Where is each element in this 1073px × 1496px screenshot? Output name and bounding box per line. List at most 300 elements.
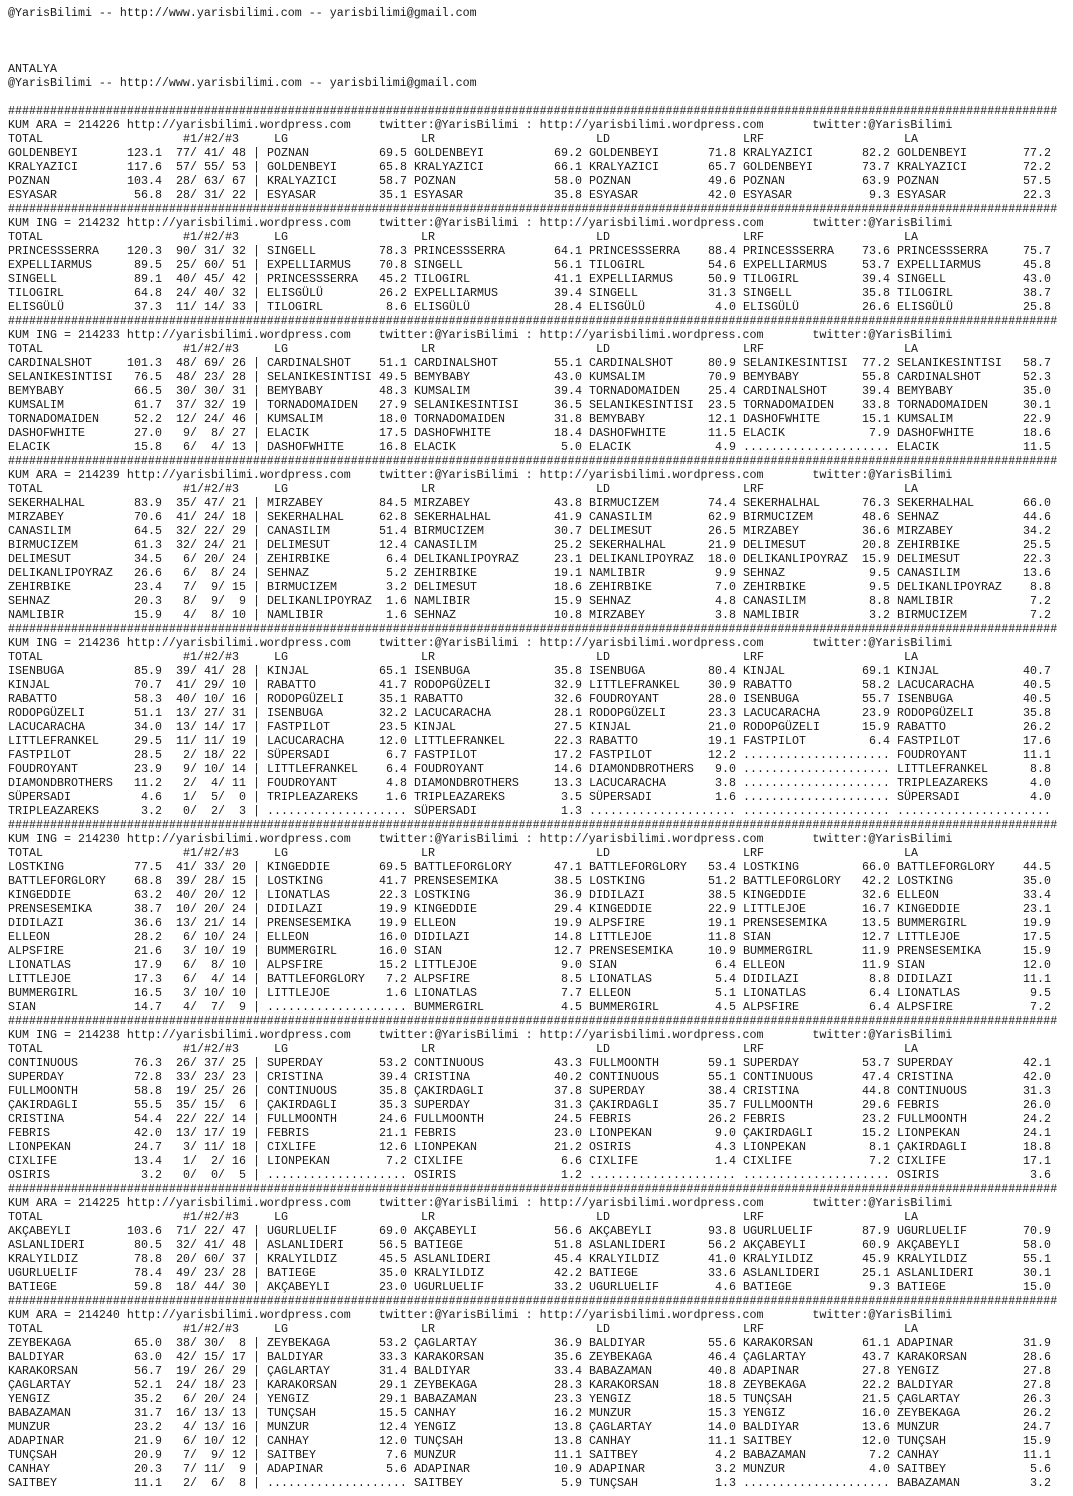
lrf-score: 11.9 [862, 958, 890, 972]
lg-horse-name: LIONPEKAN [267, 1154, 330, 1168]
la-score: 27.8 [1023, 1378, 1051, 1392]
pick-counts: 37/ 32/ 19 [176, 398, 246, 412]
lr-horse-name: AKÇABEYLI [414, 1224, 477, 1238]
table-row [8, 608, 1068, 622]
horse-name: KRALYAZICI [8, 160, 78, 174]
lg-horse-name: LITTLEJOE [267, 986, 330, 1000]
la-horse-name: AKÇABEYLI [897, 1238, 960, 1252]
la-horse-name: DASHOFWHITE [897, 426, 974, 440]
column-header-picks: #1/#2/#3 [183, 846, 239, 860]
column-divider: | [253, 1224, 260, 1238]
lg-horse-name: BIRMUCIZEM [267, 580, 337, 594]
lrf-score: 55.7 [862, 692, 890, 706]
table-row [8, 1224, 1068, 1238]
column-header-picks: #1/#2/#3 [183, 1322, 239, 1336]
column-divider: | [253, 874, 260, 888]
pick-counts: 41/ 33/ 20 [176, 860, 246, 874]
column-divider: | [253, 1266, 260, 1280]
lrf-horse-name: DIDILAZI [743, 972, 799, 986]
total-score: 51.1 [134, 706, 162, 720]
ld-horse-name: ISENBUGA [589, 664, 645, 678]
lg-score: 12.4 [379, 1420, 407, 1434]
pick-counts: 6/ 4/ 14 [176, 972, 246, 986]
lrf-horse-name: BATIEGE [743, 1280, 792, 1294]
site-header-text: @YarisBilimi -- http://www.yarisbilimi.com -- yarisbilimi@gmail.com [8, 76, 477, 90]
pick-counts: 39/ 41/ 28 [176, 664, 246, 678]
table-row [8, 1350, 1068, 1364]
lrf-horse-name: ZEYBEKAGA [743, 1378, 806, 1392]
lrf-score: 9.5 [869, 566, 890, 580]
la-horse-name: ADAPINAR [897, 1336, 953, 1350]
lr-horse-name: TILOGIRL [414, 272, 470, 286]
lr-horse-name: BATIEGE [414, 1238, 463, 1252]
ld-horse-name: DASHOFWHITE [589, 426, 666, 440]
horse-name: LACUCARACHA [8, 720, 85, 734]
total-score: 31.7 [134, 1406, 162, 1420]
la-score: 17.6 [1023, 734, 1051, 748]
lrf-score: 8.8 [869, 972, 890, 986]
pick-counts: 6/ 4/ 13 [176, 440, 246, 454]
lr-horse-name: MUNZUR [414, 1448, 456, 1462]
horse-name: GOLDENBEYI [8, 146, 78, 160]
total-score: 29.5 [134, 734, 162, 748]
column-divider: | [253, 356, 260, 370]
lr-score: 3.5 [561, 790, 582, 804]
column-divider: | [253, 538, 260, 552]
la-score: 22.3 [1023, 188, 1051, 202]
lr-horse-name: ZEYBEKAGA [414, 1378, 477, 1392]
la-horse-name: ELLEON [897, 888, 939, 902]
column-divider: | [253, 678, 260, 692]
la-score: 11.1 [1023, 748, 1051, 762]
total-score: 11.1 [134, 1476, 162, 1490]
horse-name: CANASILIM [8, 524, 71, 538]
column-divider: | [253, 440, 260, 454]
lg-score: 7.6 [386, 1448, 407, 1462]
la-score: 17.1 [1023, 1154, 1051, 1168]
lrf-score: 73.7 [862, 160, 890, 174]
race-block [8, 1294, 1068, 1490]
la-score: 43.0 [1023, 272, 1051, 286]
pick-counts: 90/ 31/ 32 [176, 244, 246, 258]
lr-score: 31.3 [554, 1098, 582, 1112]
race-title: KUM ING = 214232 http://yarisbilimi.wordpress.com twitter:@YarisBilimi : http://yarisbilimi.wordpress.com twitter:@YarisBilimi [8, 216, 953, 230]
lg-horse-name: SINGELL [267, 244, 316, 258]
lr-score: 64.1 [554, 244, 582, 258]
total-score: 20.3 [134, 1462, 162, 1476]
table-row [8, 748, 1068, 762]
lr-score: 19.9 [554, 916, 582, 930]
lr-score: 32.6 [554, 692, 582, 706]
lrf-empty-fill: ..................... [743, 776, 890, 790]
ld-score: 26.2 [708, 1112, 736, 1126]
total-score: 117.6 [127, 160, 162, 174]
ld-score: 1.6 [715, 790, 736, 804]
la-horse-name: SEHNAZ [897, 510, 939, 524]
column-divider: | [253, 1140, 260, 1154]
ld-score: 74.4 [708, 496, 736, 510]
horse-name: SEHNAZ [8, 594, 50, 608]
lr-horse-name: KINGEDDIE [414, 902, 477, 916]
lr-score: 9.0 [561, 958, 582, 972]
total-score: 54.4 [134, 1112, 162, 1126]
pick-counts: 18/ 44/ 30 [176, 1280, 246, 1294]
lg-horse-name: CRISTINA [267, 1070, 323, 1084]
ld-horse-name: TILOGIRL [589, 258, 645, 272]
lg-score: 32.2 [379, 706, 407, 720]
ld-score: 28.0 [708, 692, 736, 706]
column-divider: | [253, 1056, 260, 1070]
lr-score: 13.8 [554, 1420, 582, 1434]
column-divider: | [253, 1364, 260, 1378]
la-horse-name: ÇAKIRDAGLI [897, 1140, 967, 1154]
lr-horse-name: DASHOFWHITE [414, 426, 491, 440]
ld-horse-name: KRALYILDIZ [589, 1252, 659, 1266]
total-score: 80.5 [134, 1238, 162, 1252]
lrf-score: 33.8 [862, 398, 890, 412]
lg-horse-name: FEBRIS [267, 1126, 309, 1140]
la-horse-name: ISENBUGA [897, 692, 953, 706]
la-horse-name: SELANIKESINTISI [897, 356, 1002, 370]
lrf-horse-name: UGURLUELIF [743, 1224, 813, 1238]
total-score: 63.0 [134, 1350, 162, 1364]
la-horse-name: ÇAGLARTAY [897, 1392, 960, 1406]
total-score: 27.0 [134, 426, 162, 440]
ld-horse-name: POZNAN [589, 174, 631, 188]
table-row [8, 860, 1068, 874]
lg-horse-name: PRINCESSSERRA [267, 272, 358, 286]
ld-horse-name: CARDINALSHOT [589, 356, 673, 370]
table-row [8, 300, 1068, 314]
lr-horse-name: RODOPGÜZELI [414, 678, 491, 692]
ld-score: 3.8 [715, 608, 736, 622]
lrf-score: 53.7 [862, 258, 890, 272]
lrf-score: 12.0 [862, 1434, 890, 1448]
la-score: 4.0 [1030, 776, 1051, 790]
total-score: 16.5 [134, 986, 162, 1000]
horse-name: RODOPGÜZELI [8, 706, 85, 720]
table-row [8, 510, 1068, 524]
lrf-score: 13.5 [862, 916, 890, 930]
ld-score: 25.4 [708, 384, 736, 398]
ld-score: 4.6 [715, 1280, 736, 1294]
la-horse-name: UGURLUELIF [897, 1224, 967, 1238]
la-score: 30.1 [1023, 1266, 1051, 1280]
lr-horse-name: LIONPEKAN [414, 1140, 477, 1154]
la-horse-name: KINJAL [897, 664, 939, 678]
lr-horse-name: SEKERHALHAL [414, 510, 491, 524]
horse-name: TRIPLEAZAREKS [8, 804, 99, 818]
la-horse-name: ZEYBEKAGA [897, 1406, 960, 1420]
lg-horse-name: SEHNAZ [267, 566, 309, 580]
table-row [8, 916, 1068, 930]
ld-horse-name: EXPELLIARMUS [589, 272, 673, 286]
lr-score: 39.4 [554, 286, 582, 300]
la-score: 26.3 [1023, 1392, 1051, 1406]
column-divider: | [253, 1252, 260, 1266]
la-score: 77.2 [1023, 146, 1051, 160]
table-row [8, 902, 1068, 916]
lrf-horse-name: LIONPEKAN [743, 1140, 806, 1154]
pick-counts: 77/ 41/ 48 [176, 146, 246, 160]
lrf-horse-name: SEHNAZ [743, 566, 785, 580]
column-divider: | [253, 510, 260, 524]
ld-horse-name: BUMMERGIRL [589, 1000, 659, 1014]
column-header-lrf: LRF [743, 1042, 764, 1056]
total-score: 3.2 [141, 804, 162, 818]
column-divider: | [253, 146, 260, 160]
lg-horse-name: ÇAGLARTAY [267, 1364, 330, 1378]
lrf-score: 7.9 [869, 426, 890, 440]
la-horse-name: ESYASAR [897, 188, 946, 202]
pick-counts: 11/ 14/ 33 [176, 300, 246, 314]
pick-counts: 0/ 2/ 3 [176, 804, 246, 818]
race-list [8, 104, 1068, 1490]
horse-name: DELIMESUT [8, 552, 71, 566]
table-row [8, 566, 1068, 580]
lg-score: 51.1 [379, 356, 407, 370]
lrf-horse-name: TILOGIRL [743, 272, 799, 286]
ld-score: 4.5 [715, 1000, 736, 1014]
lrf-score: 23.2 [862, 1112, 890, 1126]
lr-horse-name: SAITBEY [414, 1476, 463, 1490]
la-horse-name: RABATTO [897, 720, 946, 734]
la-score: 40.5 [1023, 692, 1051, 706]
lr-score: 45.4 [554, 1252, 582, 1266]
lr-score: 30.7 [554, 524, 582, 538]
horse-name: AKÇABEYLI [8, 1224, 71, 1238]
lg-empty-fill: .................... [267, 804, 407, 818]
column-header-la: LA [904, 230, 918, 244]
horse-name: CARDINALSHOT [8, 356, 92, 370]
la-horse-name: DELIMESUT [897, 552, 960, 566]
total-score: 26.6 [134, 566, 162, 580]
lg-horse-name: ISENBUGA [267, 706, 323, 720]
lr-horse-name: KARAKORSAN [414, 1350, 484, 1364]
la-score: 24.2 [1023, 1112, 1051, 1126]
column-header-lrf: LRF [743, 342, 764, 356]
column-header-lr: LR [421, 482, 435, 496]
ld-horse-name: SAITBEY [589, 1448, 638, 1462]
table-row [8, 692, 1068, 706]
lg-horse-name: ELLEON [267, 930, 309, 944]
column-divider: | [253, 972, 260, 986]
column-header-ld: LD [596, 342, 610, 356]
total-score: 83.9 [134, 496, 162, 510]
column-header-ld: LD [596, 1322, 610, 1336]
la-score: 11.1 [1023, 1448, 1051, 1462]
column-header-lg: LG [274, 650, 288, 664]
lr-horse-name: PRINCESSSERRA [414, 244, 505, 258]
blank-line [8, 20, 1068, 34]
la-score: 35.0 [1023, 384, 1051, 398]
column-header-la: LA [904, 342, 918, 356]
lr-score: 36.9 [554, 888, 582, 902]
pick-counts: 24/ 40/ 32 [176, 286, 246, 300]
table-row [8, 1126, 1068, 1140]
pick-counts: 41/ 24/ 18 [176, 510, 246, 524]
lr-horse-name: LOSTKING [414, 888, 470, 902]
lr-horse-name: LITTLEFRANKEL [414, 734, 505, 748]
lrf-horse-name: LACUCARACHA [743, 706, 820, 720]
lrf-horse-name: KINJAL [743, 664, 785, 678]
lrf-score: 6.4 [869, 1000, 890, 1014]
table-row [8, 1056, 1068, 1070]
ld-empty-fill: ..................... [589, 804, 736, 818]
lrf-score: 47.4 [862, 1070, 890, 1084]
pick-counts: 20/ 60/ 37 [176, 1252, 246, 1266]
table-row [8, 244, 1068, 258]
lr-score: 43.0 [554, 370, 582, 384]
pick-counts: 3/ 10/ 10 [176, 986, 246, 1000]
horse-name: DASHOFWHITE [8, 426, 85, 440]
la-horse-name: BUMMERGIRL [897, 916, 967, 930]
total-score: 63.2 [134, 888, 162, 902]
column-divider: | [253, 188, 260, 202]
ld-score: 41.0 [708, 1252, 736, 1266]
lr-horse-name: NAMLIBIR [414, 594, 470, 608]
la-horse-name: LIONATLAS [897, 986, 960, 1000]
la-horse-name: FEBRIS [897, 1098, 939, 1112]
la-horse-name: PRENSESEMIKA [897, 944, 981, 958]
column-divider: | [253, 986, 260, 1000]
separator: ###################################################################################################################################################### [8, 1182, 1058, 1196]
horse-name: YENGIZ [8, 1392, 50, 1406]
column-divider: | [253, 524, 260, 538]
lrf-score: 82.2 [862, 146, 890, 160]
la-horse-name: DIDILAZI [897, 972, 953, 986]
column-divider: | [253, 1168, 260, 1182]
lrf-horse-name: SELANIKESINTISI [743, 356, 848, 370]
lg-score: 69.5 [379, 860, 407, 874]
lr-horse-name: LACUCARACHA [414, 706, 491, 720]
lr-score: 14.8 [554, 930, 582, 944]
lg-horse-name: ADAPINAR [267, 1462, 323, 1476]
la-horse-name: LITTLEFRANKEL [897, 762, 988, 776]
column-divider: | [253, 160, 260, 174]
lrf-score: 15.1 [862, 412, 890, 426]
la-horse-name: DELIKANLIPOYRAZ [897, 580, 1002, 594]
lrf-score: 12.7 [862, 930, 890, 944]
ld-horse-name: YENGIZ [589, 1392, 631, 1406]
ld-score: 30.9 [708, 678, 736, 692]
column-header-la: LA [904, 846, 918, 860]
column-header-total: TOTAL [8, 342, 43, 356]
race-title-line [8, 118, 1068, 132]
lr-score: 31.8 [554, 412, 582, 426]
column-header-lr: LR [421, 1042, 435, 1056]
horse-name: DIAMONDBROTHERS [8, 776, 113, 790]
la-score: 70.9 [1023, 1224, 1051, 1238]
ld-horse-name: CANASILIM [589, 510, 652, 524]
lr-horse-name: FEBRIS [414, 1126, 456, 1140]
total-score: 70.6 [134, 510, 162, 524]
table-row [8, 1252, 1068, 1266]
lr-horse-name: ZEHIRBIKE [414, 566, 477, 580]
lg-score: 6.4 [386, 552, 407, 566]
ld-horse-name: BABAZAMAN [589, 1364, 652, 1378]
lg-score: 35.1 [379, 188, 407, 202]
ld-score: 54.6 [708, 258, 736, 272]
separator-line [8, 1014, 1068, 1028]
horse-name: TORNADOMAIDEN [8, 412, 99, 426]
lr-score: 38.5 [554, 874, 582, 888]
la-score: 8.8 [1030, 580, 1051, 594]
table-row [8, 496, 1068, 510]
pick-counts: 32/ 24/ 21 [176, 538, 246, 552]
race-title-line [8, 636, 1068, 650]
table-row [8, 790, 1068, 804]
la-score: 31.3 [1023, 1084, 1051, 1098]
lg-score: 16.0 [379, 930, 407, 944]
la-score: 5.6 [1030, 1462, 1051, 1476]
horse-name: BEMYBABY [8, 384, 64, 398]
total-score: 76.3 [134, 1056, 162, 1070]
la-horse-name: EXPELLIARMUS [897, 258, 981, 272]
horse-name: KRALYILDIZ [8, 1252, 78, 1266]
lrf-score: 73.6 [862, 244, 890, 258]
horse-name: LIONATLAS [8, 958, 71, 972]
lrf-score: 13.6 [862, 1420, 890, 1434]
blank-line [8, 34, 1068, 48]
ld-horse-name: MIRZABEY [589, 608, 645, 622]
horse-name: TUNÇSAH [8, 1448, 57, 1462]
ld-score: 14.0 [708, 1420, 736, 1434]
lr-score: 28.4 [554, 300, 582, 314]
total-score: 28.5 [134, 748, 162, 762]
la-score: 15.0 [1023, 1280, 1051, 1294]
total-score: 52.1 [134, 1378, 162, 1392]
lr-score: 37.8 [554, 1084, 582, 1098]
lg-horse-name: SEKERHALHAL [267, 510, 344, 524]
column-header-lrf: LRF [743, 650, 764, 664]
total-score: 15.9 [134, 608, 162, 622]
lg-horse-name: LACUCARACHA [267, 734, 344, 748]
ld-horse-name: BATIEGE [589, 1266, 638, 1280]
lg-score: 1.6 [386, 608, 407, 622]
ld-horse-name: TORNADOMAIDEN [589, 384, 680, 398]
lr-horse-name: CRISTINA [414, 1070, 470, 1084]
column-divider: | [253, 706, 260, 720]
table-row [8, 734, 1068, 748]
la-score: 11.1 [1023, 972, 1051, 986]
column-divider: | [253, 1476, 260, 1490]
column-header-lg: LG [274, 132, 288, 146]
horse-name: CANHAY [8, 1462, 50, 1476]
ld-horse-name: CIXLIFE [589, 1154, 638, 1168]
lr-horse-name: CONTINUOUS [414, 1056, 484, 1070]
ld-score: 49.6 [708, 174, 736, 188]
report-document [8, 6, 1068, 1490]
ld-score: 56.2 [708, 1238, 736, 1252]
horse-name: LOSTKING [8, 860, 64, 874]
column-divider: | [253, 930, 260, 944]
race-title-line [8, 1028, 1068, 1042]
ld-score: 55.6 [708, 1336, 736, 1350]
lr-horse-name: ELACIK [414, 440, 456, 454]
total-score: 85.9 [134, 664, 162, 678]
lr-score: 18.6 [554, 580, 582, 594]
ld-horse-name: ASLANLIDERI [589, 1238, 666, 1252]
horse-name: ÇAGLARTAY [8, 1378, 71, 1392]
la-score: 15.9 [1023, 944, 1051, 958]
lg-horse-name: BALDIYAR [267, 1350, 323, 1364]
lrf-horse-name: TUNÇSAH [743, 1392, 792, 1406]
ld-horse-name: LITTLEJOE [589, 930, 652, 944]
lrf-score: 21.5 [862, 1392, 890, 1406]
lr-horse-name: LITTLEJOE [414, 958, 477, 972]
la-score: 8.8 [1030, 762, 1051, 776]
